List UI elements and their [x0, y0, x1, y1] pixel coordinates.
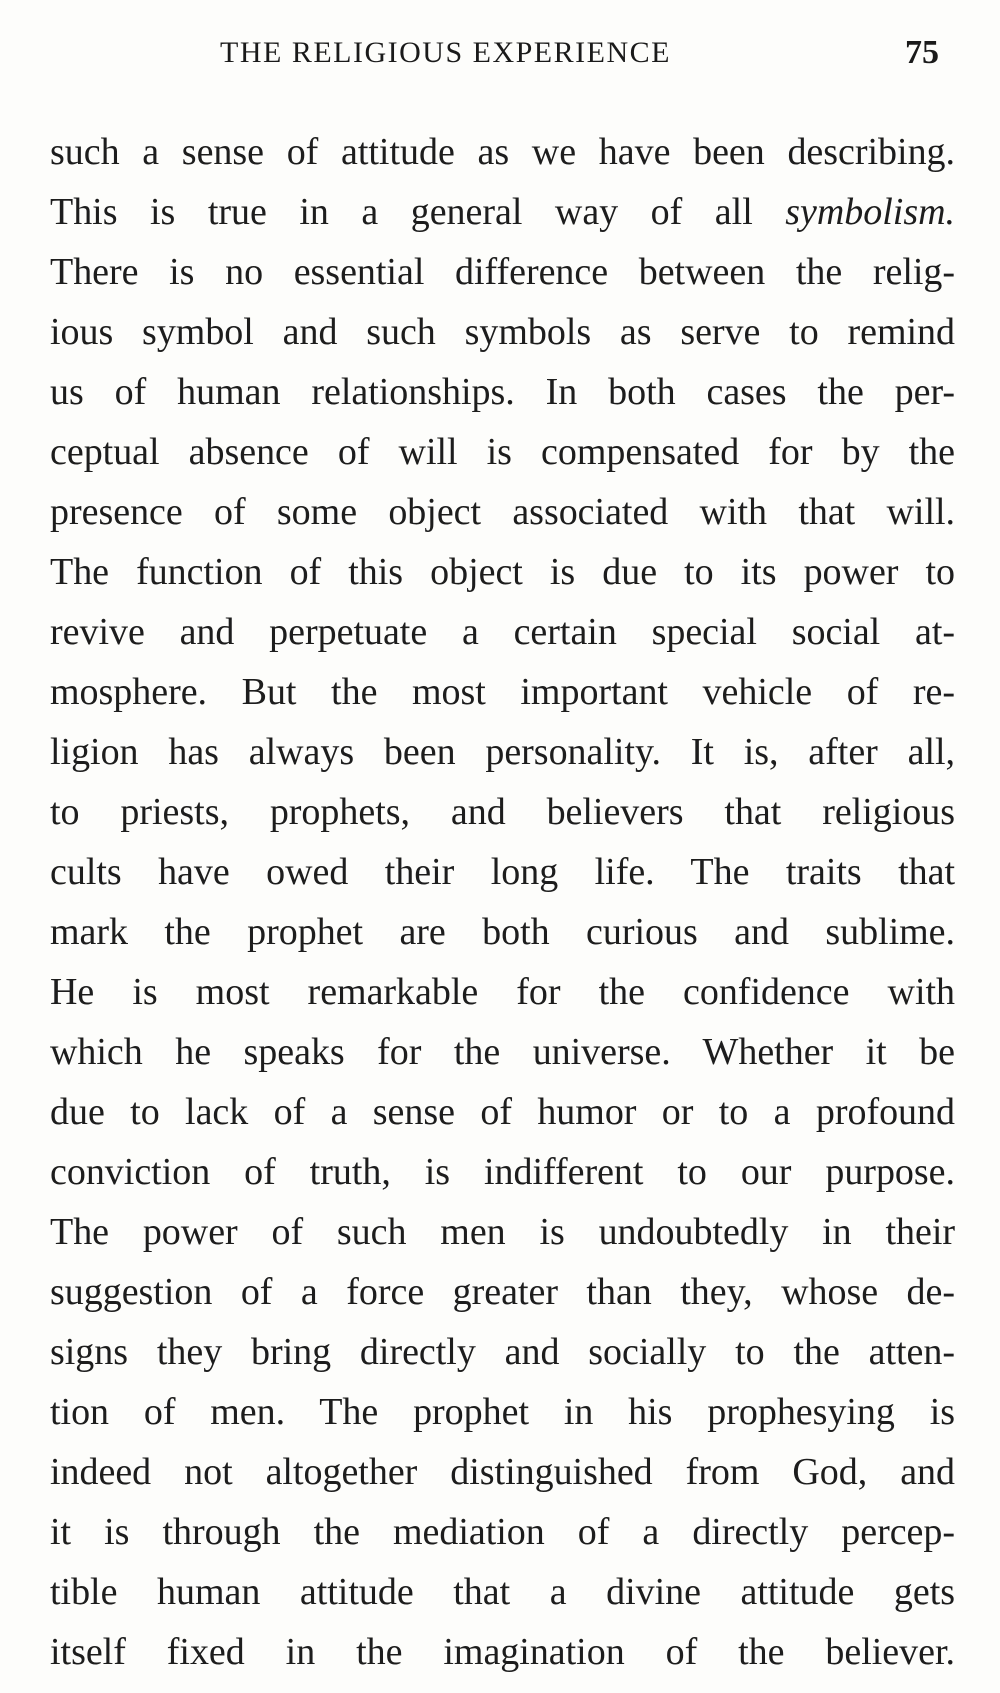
text-line: ligion has always been personality. It is, after all, — [50, 731, 955, 773]
text-line: tion of men. The prophet in his prophesying is — [50, 1391, 955, 1433]
text-line: conviction of truth, is indifferent to our purpose. — [50, 1151, 955, 1193]
text-line: itself fixed in the imagination of the believer. — [50, 1631, 955, 1673]
text-line: signs they bring directly and socially to the atten- — [50, 1331, 955, 1373]
italic-word: symbolism. — [785, 191, 955, 233]
text-line: to priests, prophets, and believers that religious — [50, 791, 955, 833]
text-line: such a sense of attitude as we have been describing. — [50, 131, 955, 173]
text-line: us of human relationships. In both cases the per- — [50, 371, 955, 413]
text-line: ious symbol and such symbols as serve to remind — [50, 311, 955, 353]
running-title: THE RELIGIOUS EXPERIENCE — [220, 36, 671, 69]
text-line: There is no essential difference between the relig- — [50, 251, 955, 293]
text-line: revive and perpetuate a certain special social at- — [50, 611, 955, 653]
running-head — [0, 36, 1000, 76]
text-line: mosphere. But the most important vehicle of re- — [50, 671, 955, 713]
text-line: indeed not altogether distinguished from God, and — [50, 1451, 955, 1493]
text-line-segment: This is true in a general way of all — [50, 191, 753, 233]
text-line: it is through the mediation of a directly percep- — [50, 1511, 955, 1553]
body-paragraph — [50, 122, 955, 1682]
text-line: due to lack of a sense of humor or to a profound — [50, 1091, 955, 1133]
text-line: presence of some object associated with that will. — [50, 491, 955, 533]
text-line — [50, 182, 955, 242]
text-line: which he speaks for the universe. Whether it be — [50, 1031, 955, 1073]
text-line: The function of this object is due to its power to — [50, 551, 955, 593]
text-line: The power of such men is undoubtedly in their — [50, 1211, 955, 1253]
text-line: cults have owed their long life. The traits that — [50, 851, 955, 893]
text-line: suggestion of a force greater than they, whose de- — [50, 1271, 955, 1313]
text-line: ceptual absence of will is compensated for by the — [50, 431, 955, 473]
text-line: mark the prophet are both curious and sublime. — [50, 911, 955, 953]
text-line: tible human attitude that a divine attitude gets — [50, 1571, 955, 1613]
page-number: 75 — [905, 34, 939, 71]
text-line: He is most remarkable for the confidence with — [50, 971, 955, 1013]
